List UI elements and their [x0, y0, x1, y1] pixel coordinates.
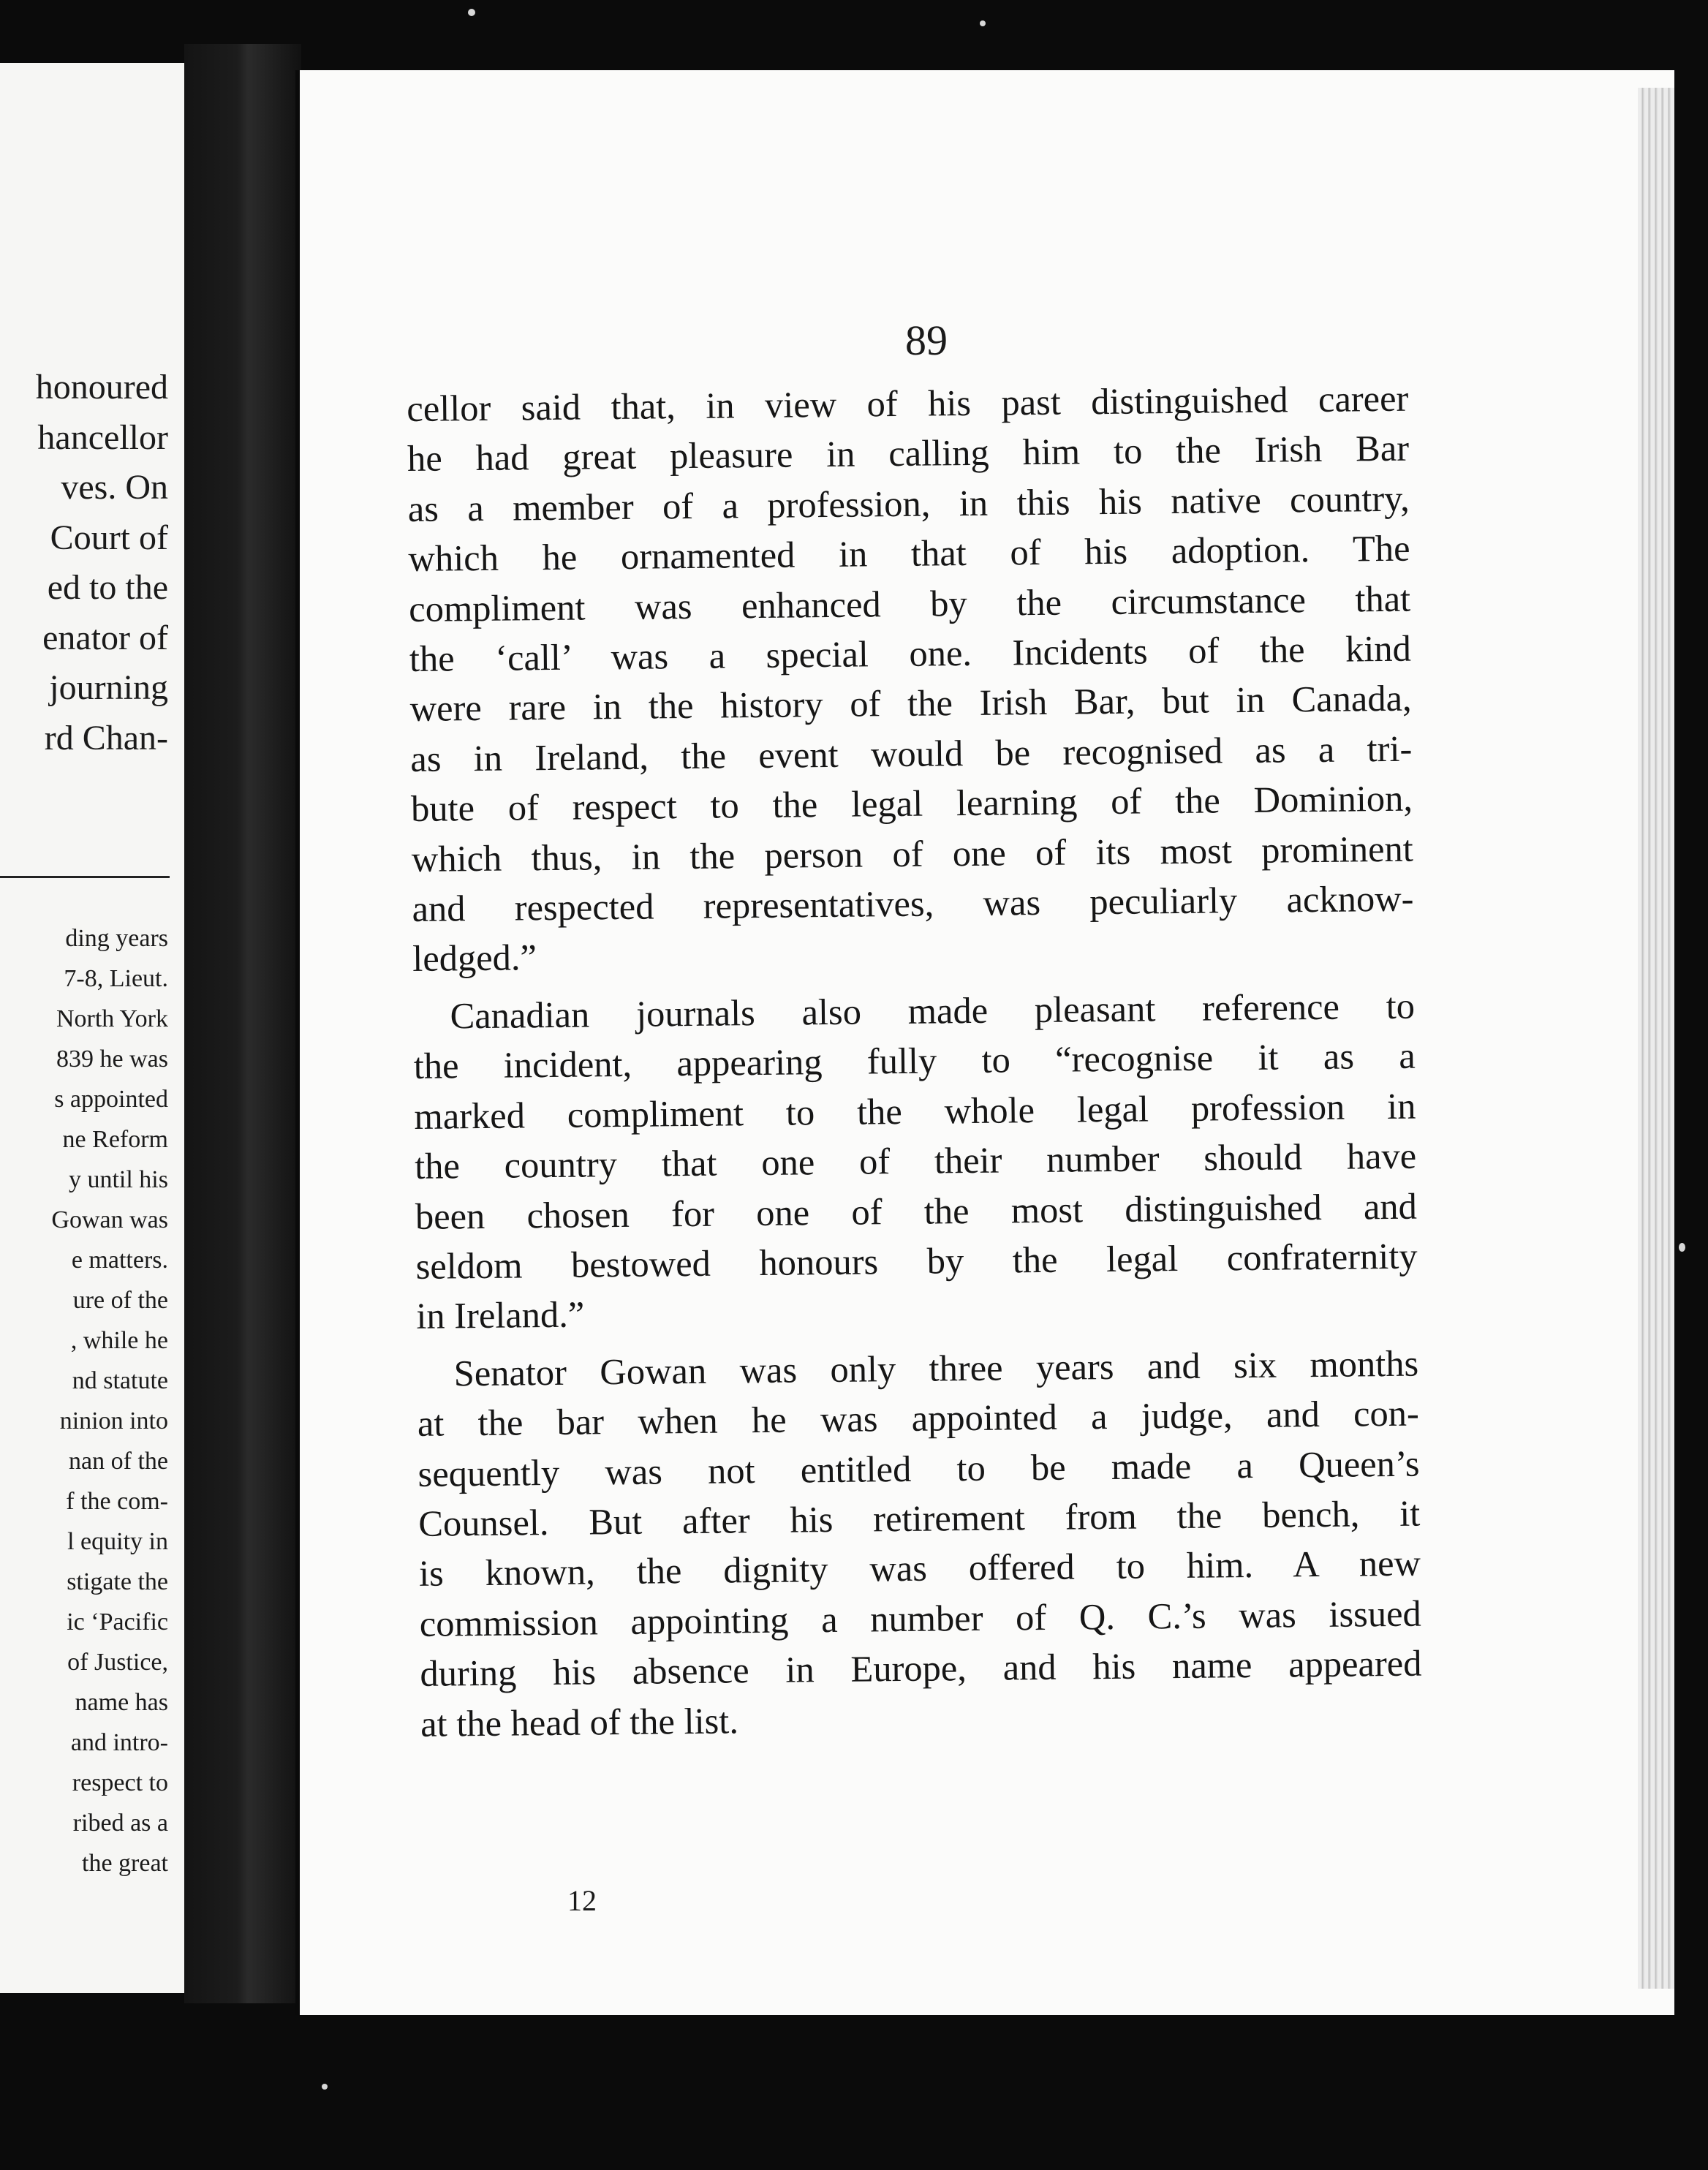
- text-line: the country that one of their number should have: [414, 1135, 1417, 1187]
- left-page-fragment: [0, 63, 184, 1993]
- left-footnote-line: the great: [82, 1850, 168, 1877]
- left-body-line: ves. On: [61, 468, 168, 507]
- left-body-line: journing: [49, 668, 168, 707]
- left-footnote-line: nan of the: [69, 1448, 168, 1475]
- left-footnote-line: stigate the: [67, 1568, 168, 1595]
- text-line: and respected representatives, was peculiarly acknow-: [412, 877, 1414, 930]
- text-line: he had great pleasure in calling him to the Irish Bar: [407, 428, 1410, 480]
- main-text-body: [407, 374, 1422, 1749]
- text-line: at the bar when he was appointed a judge, and con-: [417, 1392, 1420, 1445]
- text-line: is known, the dignity was offered to him. A new: [418, 1542, 1421, 1595]
- left-footnote-line: , while he: [70, 1327, 168, 1354]
- left-footnote-line: ic ‘Pacific: [67, 1608, 168, 1636]
- film-speck: [1679, 1243, 1685, 1252]
- text-line: in Ireland.”: [416, 1293, 585, 1337]
- footnote-rule: [0, 876, 170, 878]
- left-footnote-line: name has: [75, 1689, 168, 1716]
- left-footnote-line: f the com-: [66, 1488, 168, 1515]
- left-footnote-line: ne Reform: [62, 1126, 168, 1153]
- left-footnote-line: l equity in: [67, 1528, 168, 1555]
- left-footnote-line: nd statute: [72, 1367, 168, 1394]
- left-body-line: Court of: [50, 518, 168, 557]
- text-line: the incident, appearing fully to “recognise it as a: [413, 1035, 1416, 1087]
- film-speck: [322, 2084, 328, 2090]
- text-line: Counsel. But after his retirement from the bench, it: [418, 1492, 1421, 1544]
- text-line: as in Ireland, the event would be recognised as a tri-: [410, 727, 1413, 779]
- text-line: commission appointing a number of Q. C.’s was issued: [419, 1592, 1421, 1644]
- book-gutter: [184, 44, 301, 2003]
- paragraph: [413, 980, 1418, 1341]
- text-line: marked compliment to the whole legal profession in: [414, 1085, 1416, 1137]
- text-line: compliment was enhanced by the circumstance that: [408, 578, 1411, 630]
- left-footnote-line: North York: [56, 1005, 168, 1032]
- left-footnote-line: and intro-: [70, 1729, 168, 1756]
- left-footnote-line: s appointed: [54, 1086, 168, 1113]
- text-line: which he ornamented in that of his adoption. The: [408, 527, 1410, 580]
- left-footnote-line: 7-8, Lieut.: [64, 965, 168, 992]
- text-line: at the head of the list.: [420, 1699, 739, 1744]
- left-footnote-line: y until his: [68, 1166, 168, 1193]
- left-footnote-line: of Justice,: [67, 1649, 168, 1676]
- text-line: bute of respect to the legal learning of the Dominion,: [410, 777, 1413, 830]
- left-footnote-line: ure of the: [72, 1287, 168, 1314]
- text-line: as a member of a profession, in this his native country,: [407, 477, 1410, 529]
- left-body-line: ed to the: [47, 568, 168, 607]
- left-footnote-line: ninion into: [59, 1407, 168, 1434]
- left-body-line: hancellor: [37, 417, 168, 457]
- left-body-line: enator of: [42, 618, 168, 657]
- left-footnote-line: 839 he was: [56, 1046, 168, 1073]
- left-page-footnote-text: [51, 918, 168, 1883]
- left-page-body-text: [36, 363, 168, 763]
- text-line: Senator Gowan was only three years and six months: [416, 1342, 1419, 1394]
- left-body-line: rd Chan-: [44, 718, 168, 757]
- left-body-line: honoured: [35, 368, 168, 407]
- text-line: were rare in the history of the Irish Bar, but in Canada,: [409, 678, 1412, 730]
- page-edge-stack: [1638, 88, 1674, 1989]
- left-footnote-line: Gowan was: [51, 1206, 168, 1233]
- text-line: ledged.”: [412, 937, 537, 980]
- film-speck: [980, 20, 986, 26]
- text-line: the ‘call’ was a special one. Incidents of the kind: [409, 627, 1412, 680]
- text-line: which thus, in the person of one of its most prominent: [411, 828, 1414, 880]
- text-line: been chosen for one of the most distinguished and: [415, 1185, 1418, 1237]
- paragraph: [417, 1338, 1423, 1749]
- text-line: during his absence in Europe, and his name appeared: [420, 1642, 1422, 1695]
- left-footnote-line: ribed as a: [72, 1810, 168, 1837]
- text-line: Canadian journals also made pleasant reference to: [412, 985, 1416, 1037]
- text-line: seldom bestowed honours by the legal confraternity: [415, 1235, 1418, 1287]
- signature-mark: 12: [567, 1884, 597, 1917]
- film-speck: [468, 9, 475, 16]
- left-footnote-line: e matters.: [71, 1247, 168, 1274]
- paragraph: [407, 374, 1415, 984]
- page-number: 89: [905, 317, 948, 364]
- left-footnote-line: ding years: [65, 925, 168, 952]
- text-line: sequently was not entitled to be made a Queen’s: [417, 1443, 1420, 1494]
- text-line: cellor said that, in view of his past distinguished career: [407, 377, 1409, 429]
- left-footnote-line: respect to: [72, 1769, 168, 1796]
